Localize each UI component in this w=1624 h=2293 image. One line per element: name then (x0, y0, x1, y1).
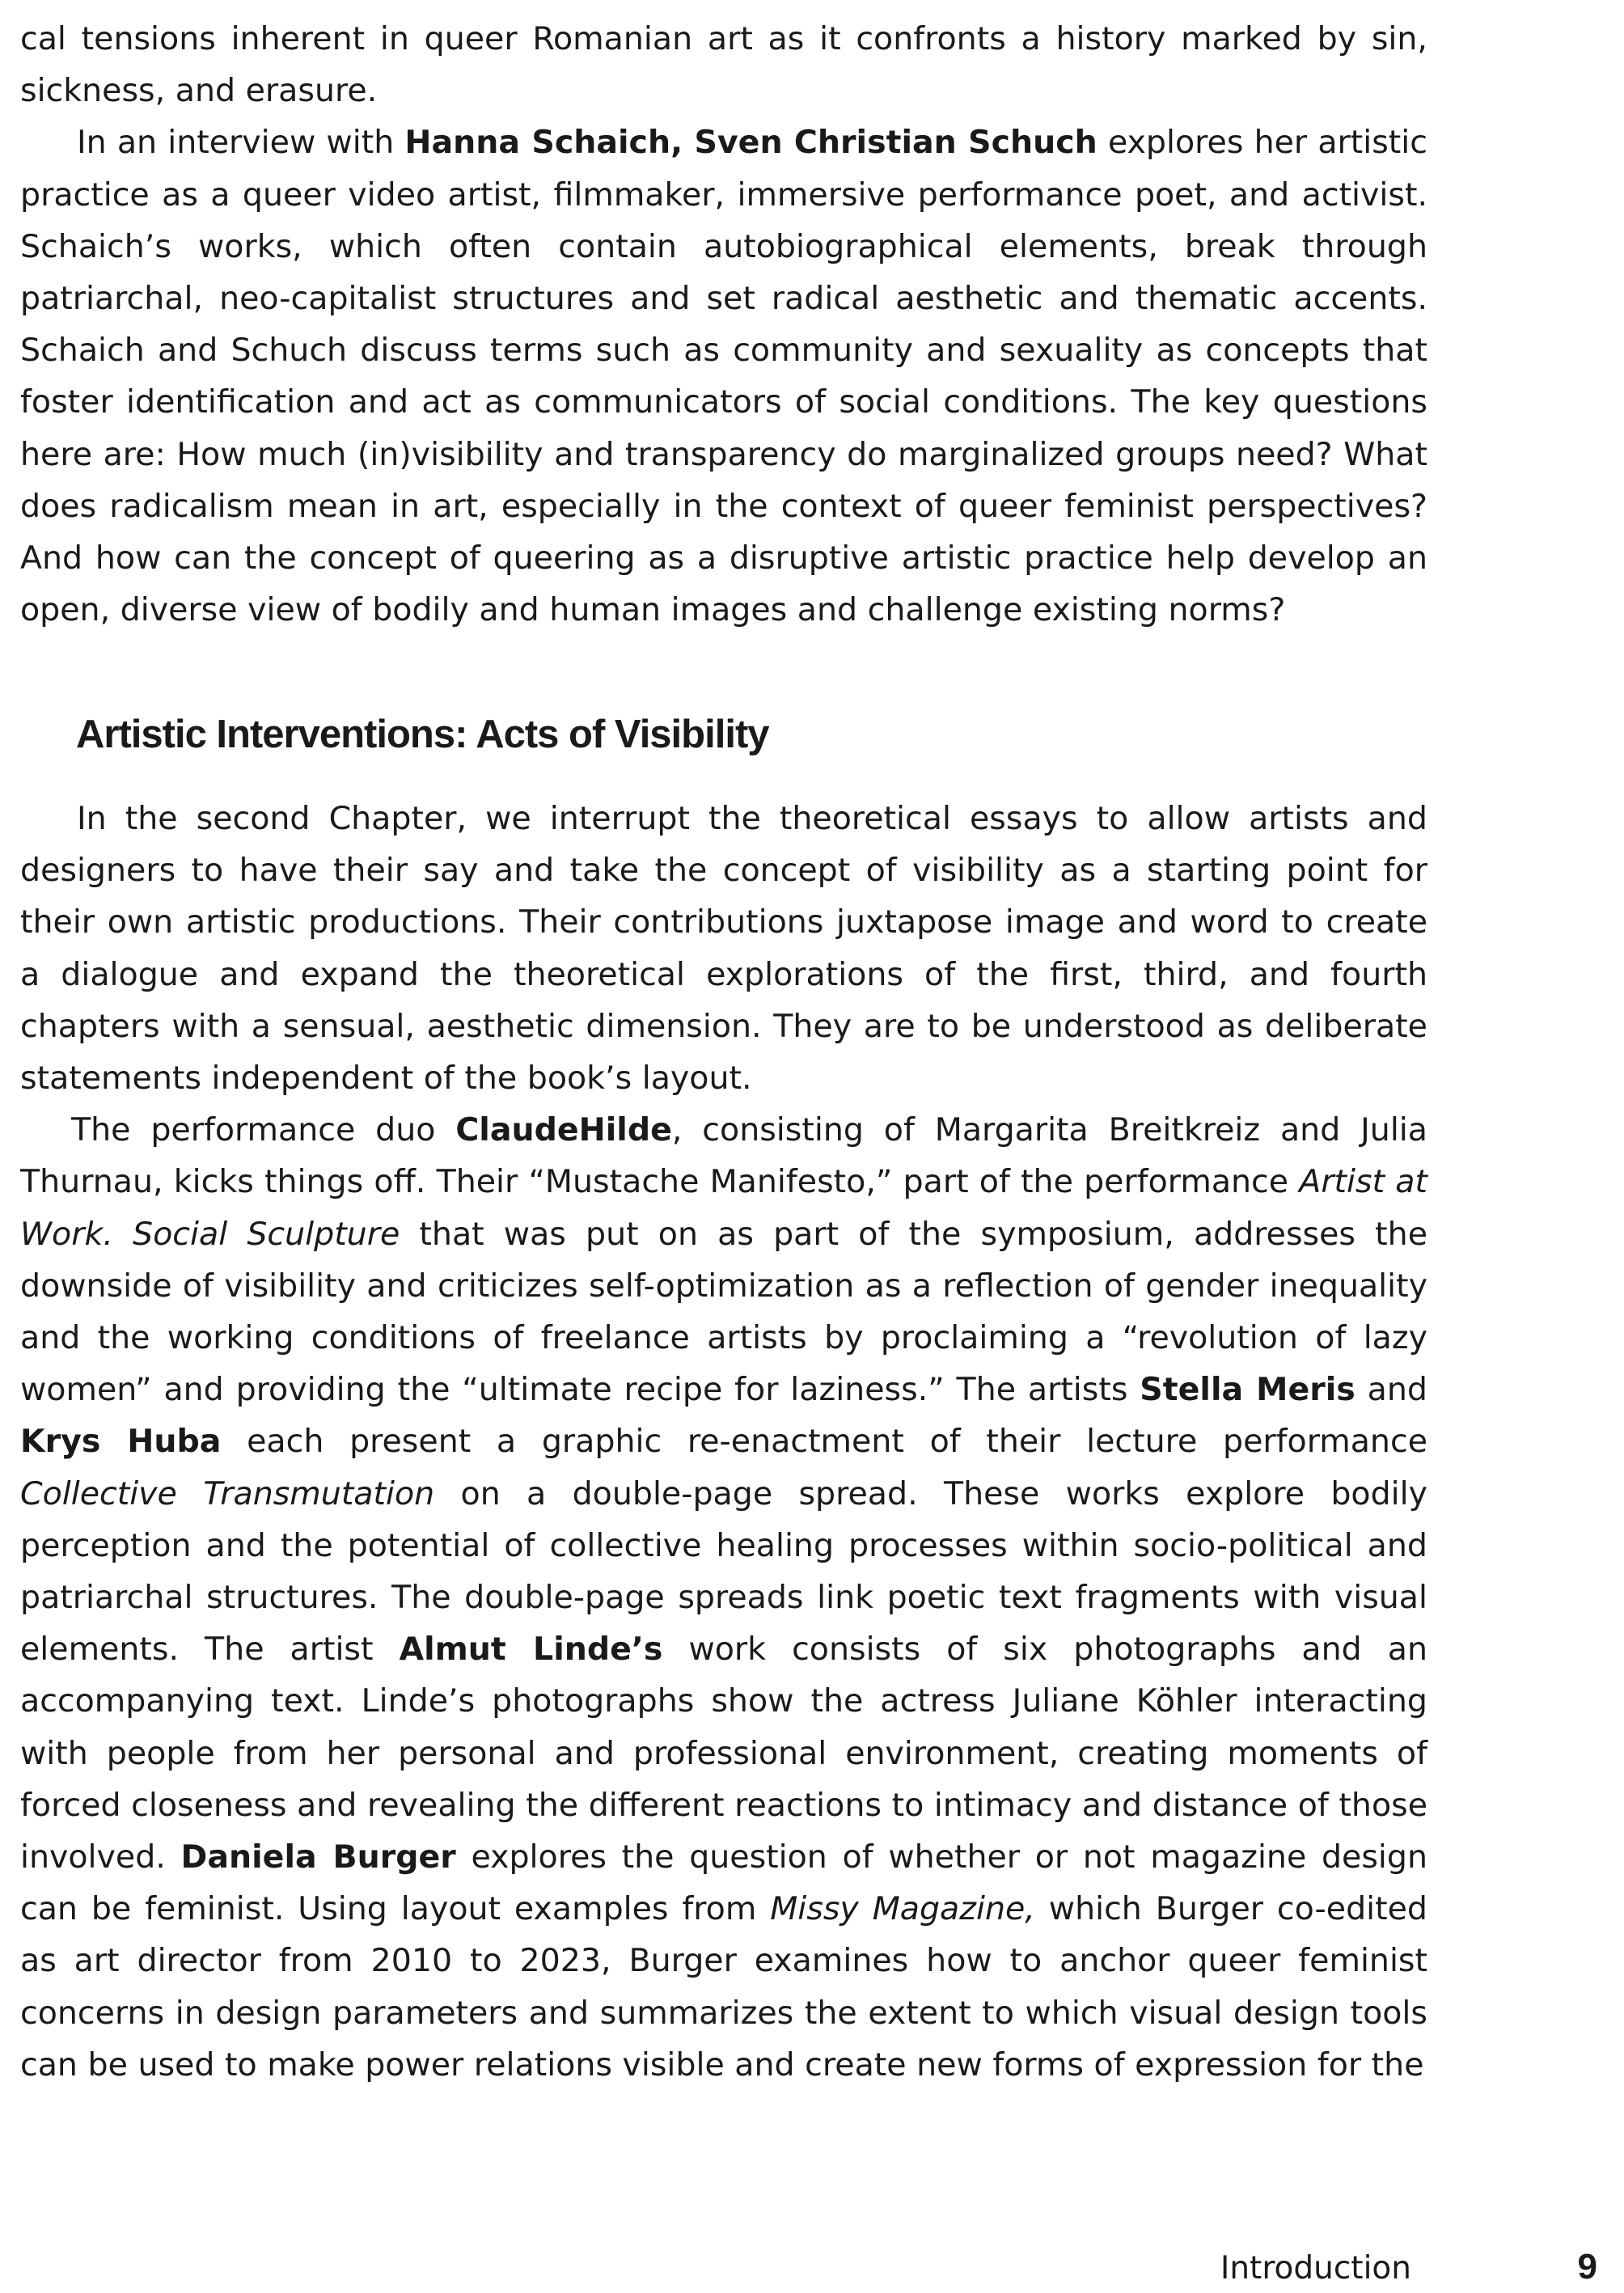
artists-text-a: The performance duo (71, 1111, 456, 1149)
intro-paragraph-continued: cal tensions inherent in queer Romanian art as it confronts a history marked by sin, sickness, and erasure. (20, 20, 1427, 110)
interview-text-rest: explores her artistic practice as a queer video artist, filmmaker, immersive performance poet, and activist. Schaich’s works, which often contain autobiographical elements, break through patriarchal, neo-capitalist structures and set radical aesthetic and thematic accents. Schaich and Schuch discuss terms such as community and sexuality as concepts that foster identification and act as communicators of social conditions. The key questions here are: How much (in)visibility and transparency do marginalized groups need? What does radicalism mean in art, especially in the context of queer feminist perspectives? And how can the concept of queering as a disruptive artistic practice help develop an open, diverse view of bodily and human images and challenge existing norms? (20, 124, 1427, 629)
work-title-collective-transmutation: Collective Transmutation (20, 1474, 435, 1512)
artist-krys-huba: Krys Huba (20, 1423, 222, 1461)
artist-claudehilde: ClaudeHilde (455, 1111, 672, 1149)
magazine-title-missy: Missy Magazine, (770, 1890, 1035, 1928)
artists-text-i: which Burger co-edited as art director from 2010 to 2023, Burger examines how to anchor queer feminist concerns in design parameters and summarizes the extent to which visual design tools can be used to make power relations visible and create new forms of expression for the (20, 1890, 1427, 2084)
artists-text-h: explores the question of whether or not magazine design can be feminist. Using layout examples from (20, 1838, 1427, 1928)
intro-paragraph-interview (20, 116, 1427, 636)
interview-text-start: In an interview with (77, 124, 405, 162)
artist-almut-linde: Almut Linde’s (399, 1631, 663, 1669)
artists-text-e: each present a graphic re-enactment of their lecture performance (221, 1423, 1427, 1461)
interview-names: Hanna Schaich, Sven Christian Schuch (404, 124, 1097, 162)
section-paragraph-artists (20, 1104, 1427, 2091)
artists-text-c: that was put on as part of the symposium, addresses the downside of visibility and criticizes self-optimization as a reflection of gender inequality and the working conditions of freelance artists by proclaiming a “revolution of lazy women” and providing the “ultimate recipe for laziness.” The artists (20, 1215, 1427, 1409)
section-heading: Artistic Interventions: Acts of Visibility (76, 713, 769, 756)
running-footer-section: Introduction (1220, 2250, 1411, 2287)
section-paragraph-intro: In the second Chapter, we interrupt the theoretical essays to allow artists and designers to have their say and take the concept of visibility as a starting point for their own artistic productions. Their contributions juxtapose image and word to create a dialogue and expand the theoretical explorations of the first, third, and fourth chapters with a sensual, aesthetic dimension. They are to be understood as deliberate statements independent of the book’s layout. (20, 800, 1427, 1098)
artists-text-b: , consisting of Margarita Breitkreiz and Julia Thurnau, kicks things off. Their “Mustache Manifesto,” part of the performance (20, 1111, 1427, 1201)
section-text-block (20, 793, 1427, 2091)
artists-text-d: and (1355, 1371, 1427, 1409)
artist-stella-meris: Stella Meris (1140, 1371, 1355, 1409)
intro-text-block (20, 13, 1427, 636)
artist-daniela-burger: Daniela Burger (180, 1838, 456, 1876)
artists-text-g: work consists of six photographs and an accompanying text. Linde’s photographs show the actress Juliane Köhler interacting with people from her personal and professional environment, creating moments of forced closeness and revealing the different reactions to intimacy and distance of those involved. (20, 1631, 1427, 1876)
artists-text-f: on a double-page spread. These works explore bodily perception and the potential of collective healing processes within socio-political and patriarchal structures. The double-page spreads link poetic text fragments with visual elements. The artist (20, 1474, 1427, 1669)
page-number: 9 (1577, 2247, 1597, 2287)
work-title-artist-at-work: Artist at Work. Social Sculpture (20, 1163, 1427, 1253)
